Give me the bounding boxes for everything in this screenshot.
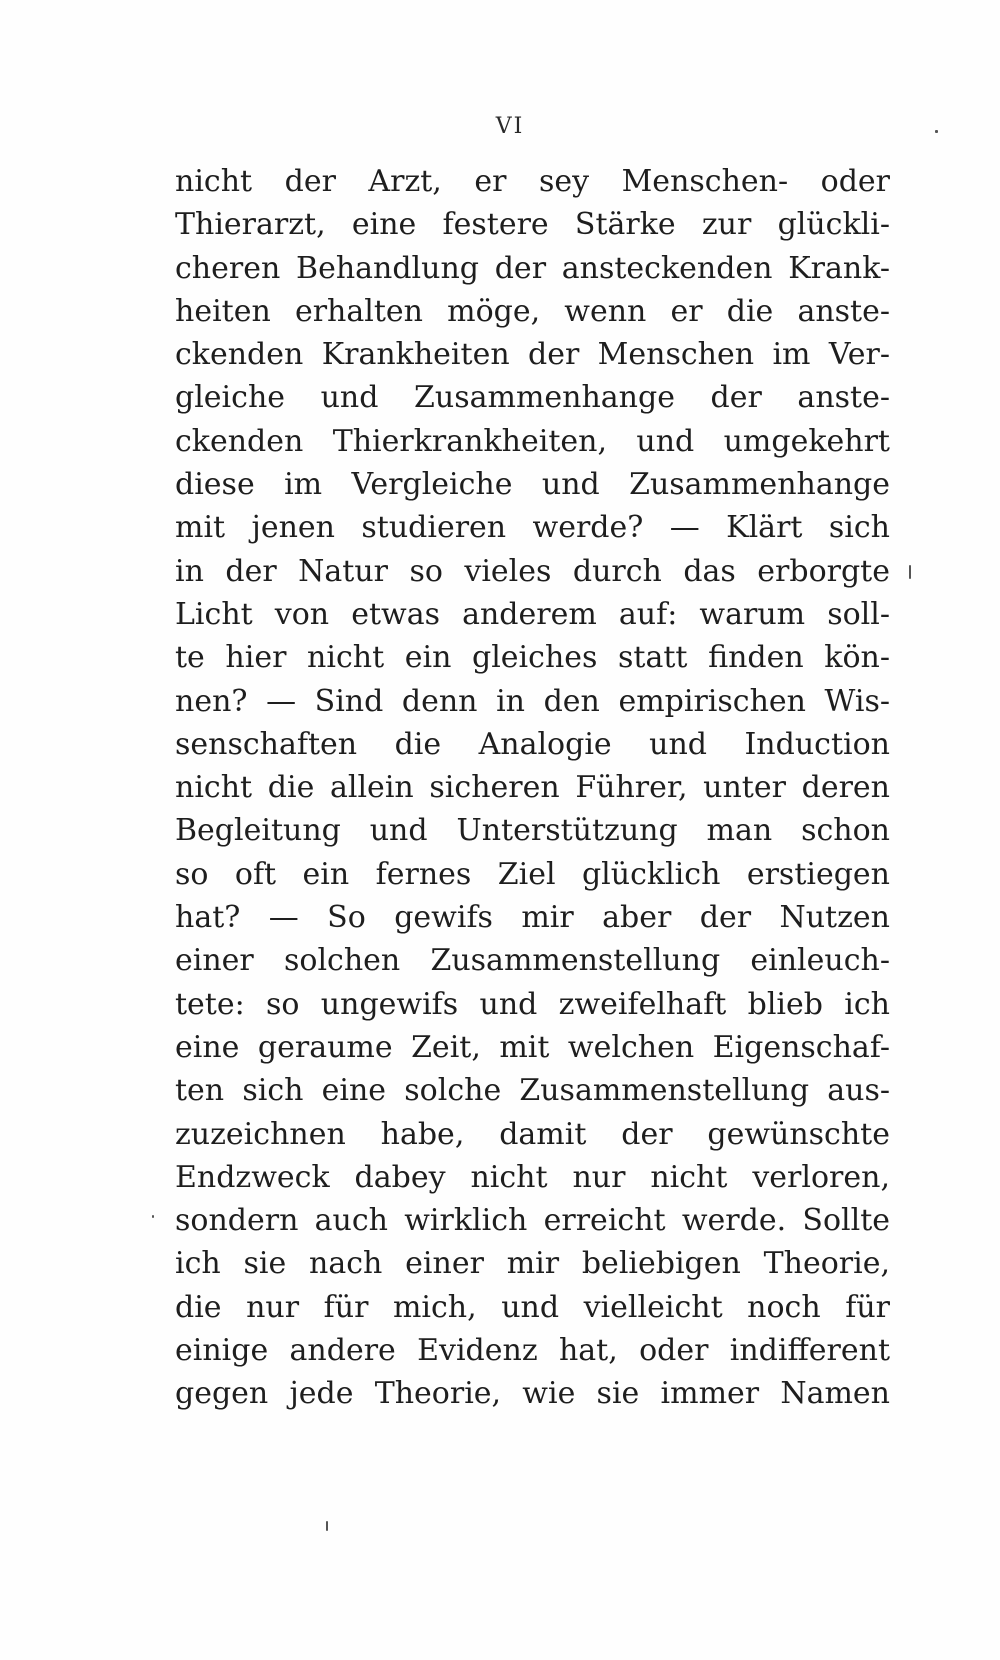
text-line: ten sich eine solche Zusammenstellung aus-: [175, 1073, 890, 1109]
text-line: sondern auch wirklich erreicht werde. Sollte: [175, 1203, 890, 1239]
text-line: eine geraume Zeit, mit welchen Eigenschaf-: [175, 1029, 890, 1065]
text-line: nicht die allein sicheren Führer, unter deren: [175, 770, 890, 806]
text-line: zuzeichnen habe, damit der gewünschte: [175, 1116, 890, 1152]
text-line: Endzweck dabey nicht nur nicht verloren,: [175, 1159, 890, 1195]
text-line: in der Natur so vieles durch das erborgte: [175, 553, 890, 589]
text-line: heiten erhalten möge, wenn er die anste-: [175, 293, 890, 329]
text-line: tete: so ungewifs und zweifelhaft blieb ich: [175, 986, 890, 1022]
text-line: diese im Vergleiche und Zusammenhange: [175, 467, 890, 503]
text-line: so oft ein fernes Ziel glücklich erstiegen: [175, 856, 890, 892]
scan-speck: [909, 565, 911, 579]
page-number: VI: [495, 114, 525, 139]
text-line: gegen jede Theorie, wie sie immer Namen: [175, 1376, 890, 1412]
scan-speck: [326, 1521, 328, 1531]
text-line: Licht von etwas anderem auf: warum soll-: [175, 596, 890, 632]
text-line: cheren Behandlung der ansteckenden Krank-: [175, 250, 890, 286]
text-line: ckenden Krankheiten der Menschen im Ver-: [175, 337, 890, 373]
text-line: einer solchen Zusammenstellung einleuch-: [175, 943, 890, 979]
text-line: nicht der Arzt, er sey Menschen- oder: [175, 164, 890, 199]
text-line: nen? — Sind denn in den empirischen Wis-: [175, 683, 890, 719]
text-line: senschaften die Analogie und Induction: [175, 726, 890, 762]
text-line: ich sie nach einer mir beliebigen Theorie,: [175, 1246, 890, 1282]
text-line: te hier nicht ein gleiches statt finden kön-: [175, 640, 890, 676]
scan-speck: [935, 130, 938, 133]
text-line: hat? — So gewifs mir aber der Nutzen: [175, 900, 890, 936]
text-line: Begleitung und Unterstützung man schon: [175, 813, 890, 849]
text-line: einige andere Evidenz hat, oder indifferent: [175, 1333, 890, 1369]
text-line: die nur für mich, und vielleicht noch für: [175, 1289, 890, 1325]
text-line: gleiche und Zusammenhange der anste-: [175, 380, 890, 416]
text-line: ckenden Thierkrankheiten, und umgekehrt: [175, 423, 890, 459]
text-line: Thierarzt, eine festere Stärke zur glückli-: [175, 207, 890, 243]
body-text: [175, 160, 890, 1416]
text-line: mit jenen studieren werde? — Klärt sich: [175, 510, 890, 546]
scan-speck: [152, 1215, 154, 1218]
